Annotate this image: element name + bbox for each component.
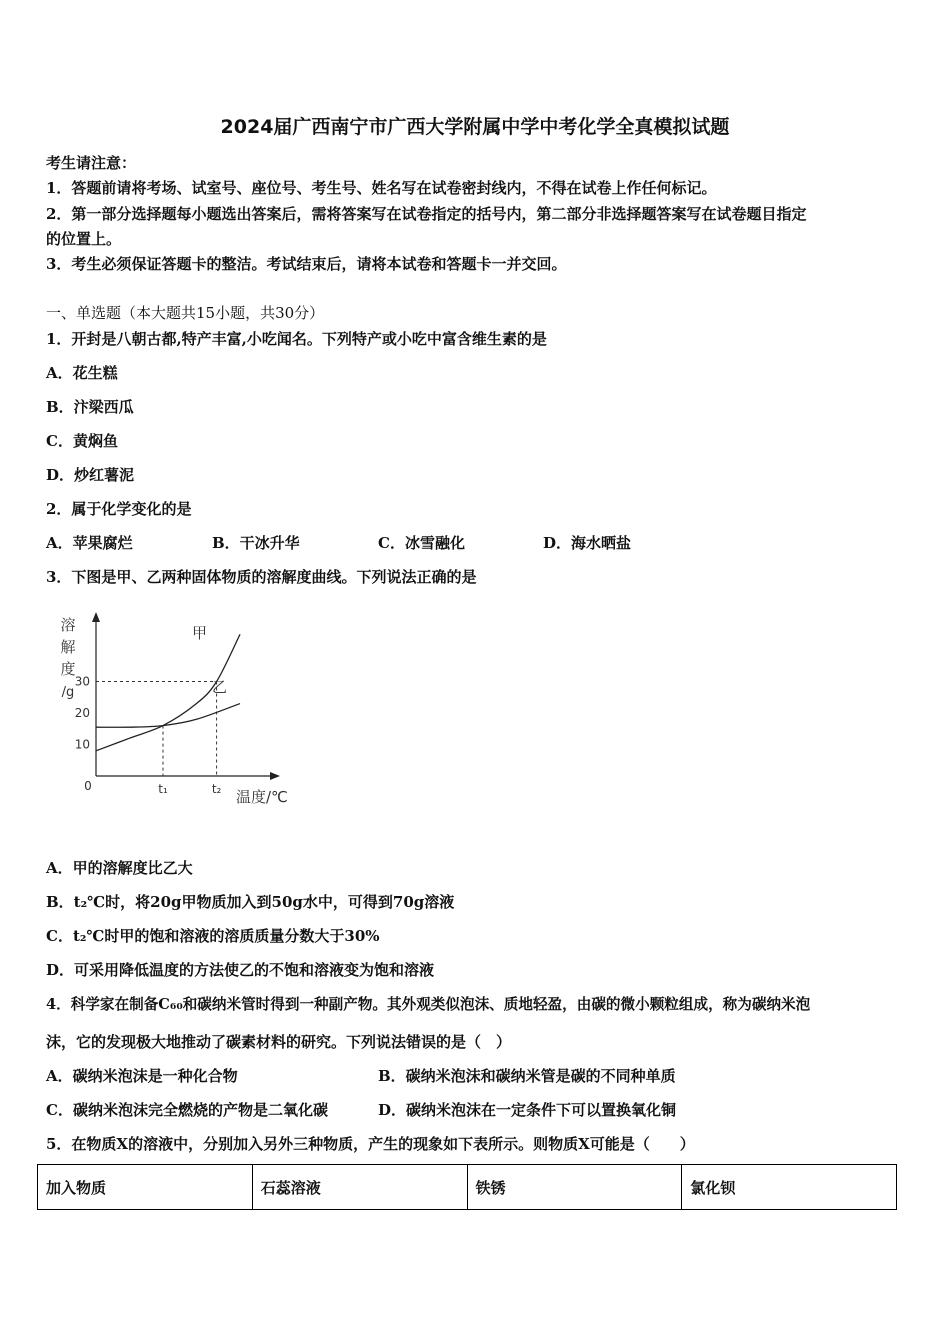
- notice-item-1: 1．答题前请将考场、试室号、座位号、考生号、姓名写在试卷密封线内，不得在试卷上作任何标记。: [46, 179, 717, 197]
- y-axis-label-char: /g: [61, 685, 75, 700]
- q3-stem: 3．下图是甲、乙两种固体物质的溶解度曲线。下列说法正确的是: [46, 568, 477, 586]
- y-ticks: [75, 675, 90, 752]
- x-tick-label: t₂: [211, 782, 222, 796]
- curves: [96, 624, 240, 751]
- y-axis-label-char: 度: [60, 660, 76, 678]
- q2-option-c: C．冰雪融化: [378, 534, 465, 552]
- x-tick-label: t₁: [158, 782, 168, 796]
- notice-item-2-cont: 的位置上。: [46, 230, 122, 248]
- q1-stem: 1．开封是八朝古都,特产丰富,小吃闻名。下列特产或小吃中富含维生素的是: [46, 330, 547, 348]
- y-tick-label: 20: [74, 706, 90, 720]
- y-axis-label-char: 溶: [60, 616, 76, 634]
- y-axis-label: [60, 616, 75, 700]
- table-row: [38, 1165, 897, 1210]
- q4-option-c: C．碳纳米泡沫完全燃烧的产物是二氧化碳: [46, 1101, 328, 1119]
- q5-stem: 5．在物质X的溶液中，分别加入另外三种物质，产生的现象如下表所示。则物质X可能是（ ）: [46, 1135, 695, 1153]
- notice-heading: 考生请注意：: [46, 154, 137, 172]
- table-header-cell: 氯化钡: [682, 1165, 897, 1210]
- q3-option-a: A．甲的溶解度比乙大: [46, 859, 193, 877]
- q2-option-d: D．海水晒盐: [543, 534, 632, 552]
- y-axis-label-char: 解: [60, 638, 76, 656]
- table-header-cell: 加入物质: [38, 1165, 253, 1210]
- x-axis-arrow: [270, 772, 280, 780]
- series-label: 乙: [212, 678, 228, 696]
- table-header-cell: 石蕊溶液: [252, 1165, 467, 1210]
- q1-option-c: C．黄焖鱼: [46, 432, 118, 450]
- q4-stem-line1: 4．科学家在制备C₆₀和碳纳米管时得到一种副产物。其外观类似泡沫、质地轻盈，由碳的微小颗粒组成，称为碳纳米泡: [46, 996, 811, 1013]
- q3-option-c: C．t₂℃时甲的饱和溶液的溶质质量分数大于30%: [46, 927, 380, 945]
- y-axis-arrow: [92, 612, 100, 622]
- notice-item-2: 2．第一部分选择题每小题选出答案后，需将答案写在试卷指定的括号内，第二部分非选择题答案写在试卷题目指定: [46, 205, 807, 223]
- x-axis-label: 温度/℃: [236, 788, 288, 806]
- q5-table: [37, 1164, 897, 1210]
- q4-option-d: D．碳纳米泡沫在一定条件下可以置换氧化铜: [378, 1101, 677, 1119]
- q2-stem: 2．属于化学变化的是: [46, 500, 192, 518]
- series-line-乙: [96, 704, 240, 728]
- q1-option-b: B．汴梁西瓜: [46, 398, 134, 416]
- q4-option-a: A．碳纳米泡沫是一种化合物: [46, 1067, 238, 1085]
- q2-option-a: A．苹果腐烂: [46, 534, 133, 552]
- q4-stem-line2: 沫，它的发现极大地推动了碳素材料的研究。下列说法错误的是（ ）: [46, 1033, 512, 1051]
- solubility-chart: [50, 608, 310, 808]
- q1-option-a: A．花生糕: [46, 364, 118, 382]
- series-label: 甲: [192, 624, 208, 642]
- q1-option-d: D．炒红薯泥: [46, 466, 135, 484]
- y-tick-label: 30: [74, 674, 90, 689]
- section-heading: 一、单选题（本大题共15小题，共30分）: [46, 304, 325, 322]
- q2-option-b: B．干冰升华: [212, 534, 300, 552]
- notice-item-3: 3．考生必须保证答题卡的整洁。考试结束后，请将本试卷和答题卡一并交回。: [46, 255, 567, 273]
- y-tick-label: 10: [74, 737, 90, 752]
- table-header-cell: 铁锈: [467, 1165, 682, 1210]
- page-title: 2024届广西南宁市广西大学附属中学中考化学全真模拟试题: [220, 116, 730, 138]
- q4-option-b: B．碳纳米泡沫和碳纳米管是碳的不同种单质: [378, 1067, 676, 1085]
- origin-label: 0: [84, 779, 92, 793]
- q3-option-d: D．可采用降低温度的方法使乙的不饱和溶液变为饱和溶液: [46, 961, 435, 979]
- q3-option-b: B．t₂℃时，将20g甲物质加入到50g水中，可得到70g溶液: [46, 893, 455, 911]
- x-ticks: [158, 782, 221, 796]
